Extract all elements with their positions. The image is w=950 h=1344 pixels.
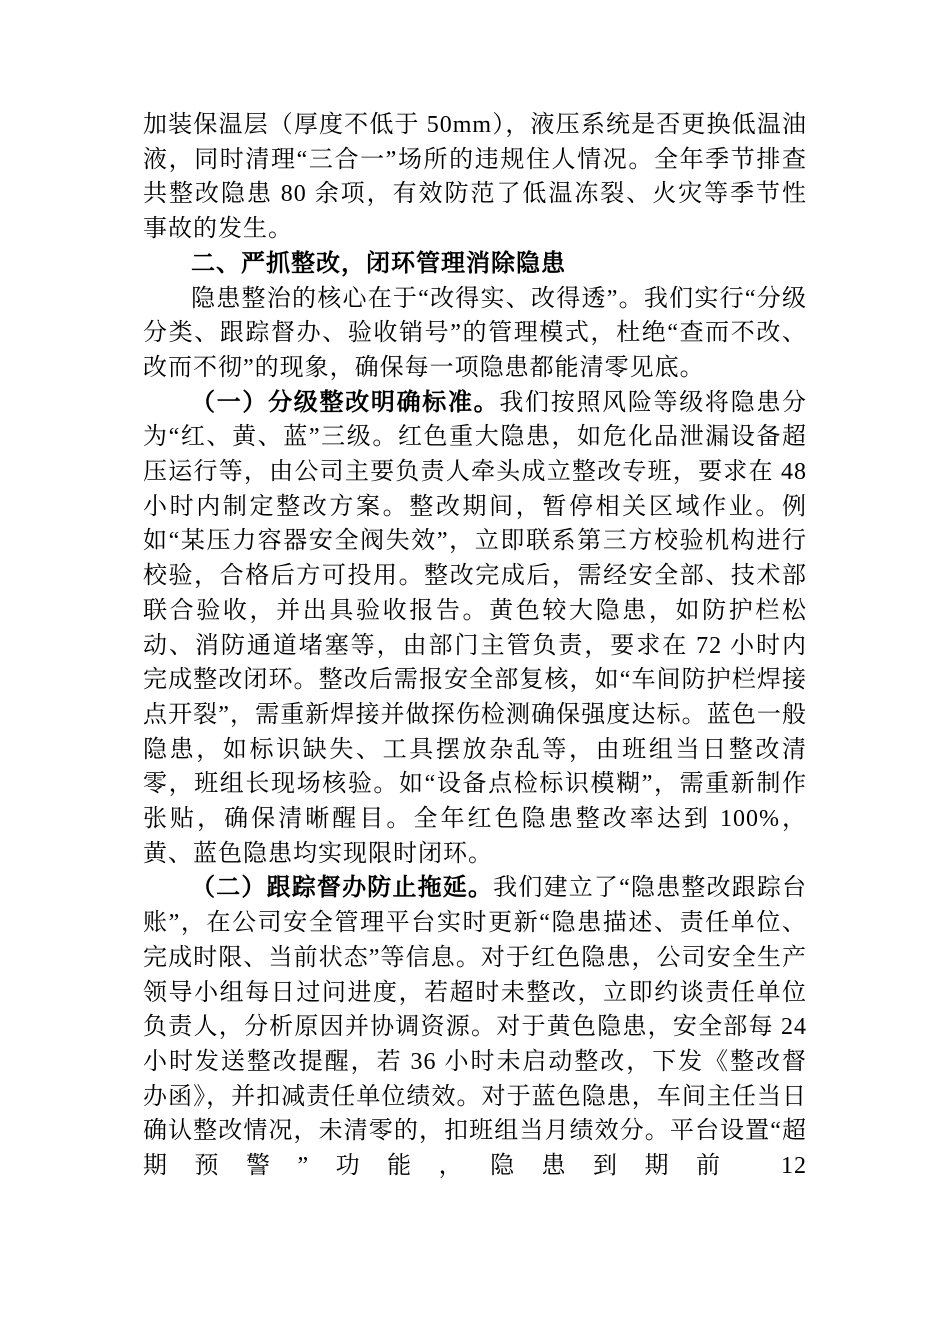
item-1-body: 我们按照风险等级将隐患分为“红、黄、蓝”三级。红色重大隐患，如危化品泄漏设备超压运行等，由公司主要负责人牵头成立整改专班，要求在 48 小时内制定整改方案。整改期间，暂停相关区域作业。例如“某压力容器安全阀失效”，立即联系第三方校验机构进行校验，合格后方可投用。整改完成后，需经安全部、技术部联合验收，并出具验收报告。黄色较大隐患，如防护栏松动、消防通道堵塞等，由部门主管负责，要求在 72 小时内完成整改闭环。整改后需报安全部复核，如“车间防护栏焊接点开裂”，需重新焊接并做探伤检测确保强度达标。蓝色一般隐患，如标识缺失、工具摆放杂乱等，由班组当日整改清零，班组长现场核验。如“设备点检标识模糊”，需重新制作张贴，确保清晰醒目。全年红色隐患整改率达到 100%，黄、蓝色隐患均实现限时闭环。: [143, 389, 808, 867]
intro-paragraph: 隐患整治的核心在于“改得实、改得透”。我们实行“分级分类、跟踪督办、验收销号”的管理模式，杜绝“查而不改、改而不彻”的现象，确保每一项隐患都能清零见底。: [143, 285, 807, 381]
item-paragraph-1: [143, 386, 807, 872]
document-body-text: [143, 108, 807, 1184]
item-1-lead: （一）分级整改明确标准。: [191, 389, 500, 416]
item-paragraph-2: [143, 871, 807, 1183]
item-2-body: 我们建立了“隐患整改跟踪台账”，在公司安全管理平台实时更新“隐患描述、责任单位、完成时限、当前状态”等信息。对于红色隐患，公司安全生产领导小组每日过问进度，若超时未整改，立即约谈责任单位负责人，分析原因并协调资源。对于黄色隐患，安全部每 24 小时发送整改提醒，若 36 小时未启动整改，下发《整改督办函》，并扣减责任单位绩效。对于蓝色隐患，车间主任当日确认整改情况，未清零的，扣班组当月绩效分。平台设置“超期预警”功能，隐患到期前 12: [143, 875, 807, 1180]
item-2-lead: （二）跟踪督办防止拖延。: [191, 875, 494, 902]
continuation-paragraph: 加装保温层（厚度不低于 50mm），液压系统是否更换低温油液，同时清理“三合一”场所的违规住人情况。全年季节排查共整改隐患 80 余项，有效防范了低温冻裂、火灾等季节性事故的发生。: [143, 112, 807, 243]
section-heading: 二、严抓整改，闭环管理消除隐患: [191, 249, 566, 277]
